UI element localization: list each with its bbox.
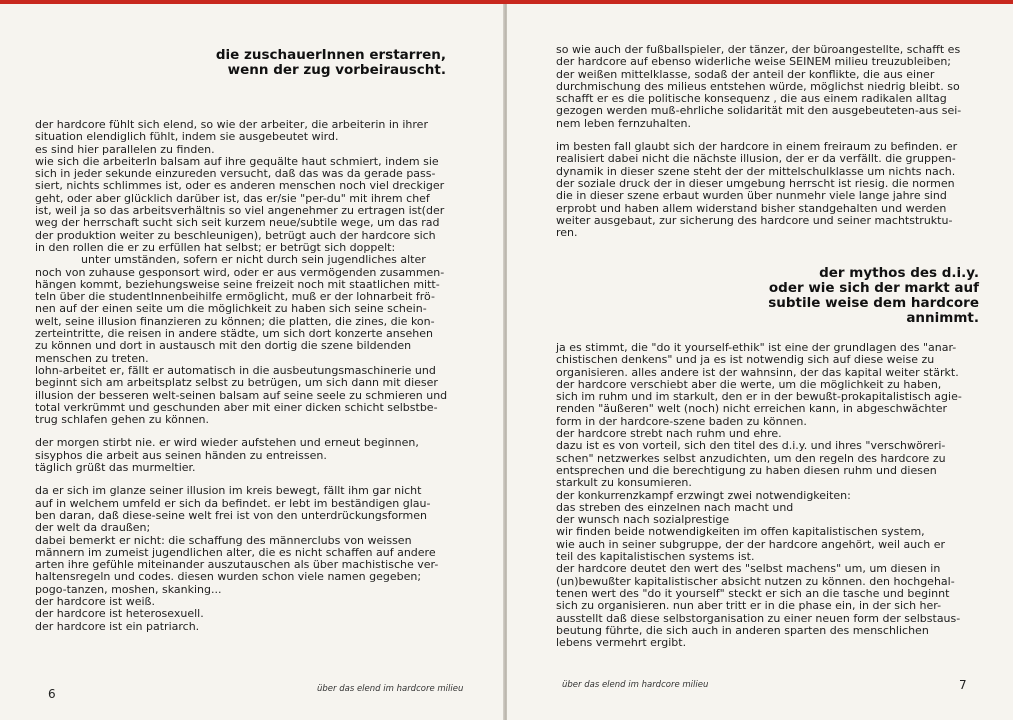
text-line: wie sich die arbeiterIn balsam auf ihre gequälte haut schmiert, indem sie (35, 154, 439, 168)
text-line: lohn-arbeitet er, fällt er automatisch in die ausbeutungsmaschinerie und (35, 363, 436, 377)
text-line: tenen wert des "do it yourself" steckt er sich an die tasche und beginnt (556, 586, 950, 600)
text-line: ja es stimmt, die "do it yourself-ethik" ist eine der grundlagen des "anar- (556, 341, 957, 354)
paragraph (556, 44, 1001, 130)
text-line: welt, seine illusion finanzieren zu können; die platten, die zines, die kon- (35, 314, 435, 328)
text-line: durchmischung des milieus entstehen würde, möglichst niedrig bleibt. so (556, 79, 960, 93)
text-line: wir finden beide notwendigkeiten im offen kapitalistischen system, (556, 525, 925, 539)
text-line: pogo-tanzen, moshen, skanking... (35, 582, 222, 596)
text-line: der wunsch nach sozialprestige (556, 513, 730, 527)
text-line: siert, nichts schlimmes ist, oder es anderen menschen noch viel dreckiger (35, 179, 445, 193)
text-line: das streben des einzelnen nach macht und (556, 500, 794, 514)
text-line: der hardcore ist weiß. (35, 594, 155, 608)
paragraph (35, 485, 485, 633)
text-line: situation elendiglich fühlt, indem sie ausgebeutet wird. (35, 130, 339, 144)
heading-line: oder wie sich der markt auf (768, 280, 979, 296)
text-line: teil des kapitalistischen systems ist. (556, 550, 755, 564)
text-line: der konkurrenzkampf erzwingt zwei notwendigkeiten: (556, 488, 851, 502)
text-line: weiter ausgebaut, zur sicherung des hardcore und seiner machtstruktu- (556, 213, 953, 227)
text-line: dynamik in dieser szene steht der der mittelschulklasse um nichts nach. (556, 164, 956, 178)
text-line: männern im zumeist jugendlichen alter, die es nicht schaffen auf andere (35, 545, 436, 559)
text-line: der morgen stirbt nie. er wird wieder aufstehen und erneut beginnen, (35, 436, 419, 450)
text-line: sich zu organisieren. nun aber tritt er in die phase ein, in der sich her- (556, 599, 942, 613)
text-line: hängen kommt, beziehungsweise seine freizeit noch mit staatlichen mitt- (35, 277, 440, 291)
text-line: nen auf der einen seite um die möglichkeit zu haben sich seine schein- (35, 302, 427, 316)
text-line: im besten fall glaubt sich der hardcore in einem freiraum zu befinden. er (556, 140, 958, 154)
right-body-top-text (556, 44, 1001, 250)
text-line: der hardcore ist ein patriarch. (35, 619, 200, 633)
heading-line: annimmt. (906, 310, 979, 326)
text-line: wie auch in seiner subgruppe, der der hardcore angehört, weil auch er (556, 537, 946, 551)
text-line: weg der herrschaft sucht sich seit kurzem neue/subtile wege, um das rad (35, 216, 440, 230)
page-number: 7 (959, 678, 967, 692)
text-line: teln über die studentInnenbeihilfe ermöglicht, muß er der lohnarbeit frö- (35, 290, 435, 304)
text-line: ist, weil ja so das arbeitsverhältnis so viel angenehmer zu ertragen ist(der (35, 204, 445, 218)
text-line: in den rollen die er zu erfüllen hat selbst; er betrügt sich doppelt: (35, 240, 396, 254)
text-line: unter umständen, sofern er nicht durch sein jugendliches alter (81, 253, 426, 267)
heading-line: die zuschauerInnen erstarren, (215, 47, 446, 63)
text-line: total verkrümmt und geschunden aber mit einer dicken schicht selbstbe- (35, 400, 438, 414)
paragraph (556, 342, 1001, 649)
text-line: schafft er es die politische konsequenz , die aus einem radikalen alltag (556, 92, 947, 106)
footer-title: über das elend im hardcore milieu (562, 680, 709, 690)
text-line: der produktion weiter zu beschleunigen), betrügt auch der hardcore sich (35, 228, 436, 242)
text-line: haltensregeln und codes. diesen wurden schon viele namen gegeben; (35, 570, 422, 584)
text-line: realisiert dabei nicht die nächste illusion, der er da verfällt. die gruppen- (556, 152, 956, 166)
text-line: der hardcore verschiebt aber die werte, um die möglichkeit zu haben, (556, 377, 942, 391)
text-line: ben daran, daß diese-seine welt frei ist von den unterdrückungsformen (35, 508, 427, 522)
text-line: erprobt und haben allem widerstand bisher standgehalten und werden (556, 201, 947, 215)
right-heading (717, 266, 979, 326)
text-line: dazu ist es von vorteil, sich den titel des d.i.y. und ihres "verschwöreri- (556, 439, 946, 453)
text-line: sich im ruhm und im starkult, den er in der bewußt-prokapitalistisch agie- (556, 390, 962, 404)
text-line: noch von zuhause gesponsort wird, oder er aus vermögenden zusammen- (35, 265, 445, 279)
text-line: lebens vermehrt ergibt. (556, 636, 687, 650)
text-line: beginnt sich am arbeitsplatz selbst zu betrügen, um sich dann mit dieser (35, 376, 438, 390)
text-line: sisyphos die arbeit aus seinen händen zu entreissen. (35, 448, 327, 462)
text-line: nem leben fernzuhalten. (556, 116, 691, 130)
left-heading (180, 48, 446, 78)
text-line: entsprechen und die berechtigung zu haben diesen ruhm und diesen (556, 463, 937, 477)
text-line: starkult zu konsumieren. (556, 476, 692, 490)
text-line: die in dieser szene erbaut wurden über nunmehr viele lange jahre sind (556, 189, 947, 203)
right-page (507, 4, 1013, 720)
text-line: dabei bemerkt er nicht: die schaffung des männerclubs von weissen (35, 533, 412, 547)
paragraph (35, 437, 485, 474)
text-line: es sind hier parallelen zu finden. (35, 142, 215, 156)
text-line: der hardcore auf ebenso widerliche weise SEINEM milieu treuzubleiben; (556, 55, 952, 69)
text-line: gezogen werden muß-ehrliche solidarität mit den ausgebeuteten-aus sei- (556, 104, 962, 118)
heading-line: subtile weise dem hardcore (768, 295, 979, 311)
text-line: der hardcore fühlt sich elend, so wie der arbeiter, die arbeiterin in ihrer (35, 118, 428, 131)
text-line: ausstellt daß diese selbstorganisation zu einer neuen form der selbstaus- (556, 611, 961, 625)
page-number: 6 (48, 687, 56, 701)
text-line: sich in jeder sekunde einzureden versucht, daß das was da gerade pass- (35, 167, 436, 181)
text-line: trug schlafen gehen zu können. (35, 413, 210, 427)
footer-title: über das elend im hardcore milieu (317, 684, 464, 694)
text-line: (un)bewußter kapitalistischer absicht nutzen zu können. den hochgehal- (556, 574, 955, 588)
right-body-bottom-text (556, 342, 1001, 660)
text-line: zu können und dort in austausch mit den dortig die szene bildenden (35, 339, 412, 353)
text-line: der hardcore ist heterosexuell. (35, 607, 204, 621)
text-line: geht, oder aber glücklich darüber ist, das er/sie "per-du" mit ihrem chef (35, 191, 430, 205)
text-line: der soziale druck der in dieser umgebung herrscht ist riesig. die normen (556, 176, 955, 190)
text-line: zerteintritte, die reisen in andere städte, um sich dort konzerte ansehen (35, 327, 433, 341)
text-line: beutung führte, die sich auch in anderen sparten des menschlichen (556, 623, 929, 637)
text-line: ren. (556, 226, 578, 240)
left-body-text (35, 119, 485, 644)
text-line: der welt da draußen; (35, 521, 151, 535)
text-line: chistischen denkens" und ja es ist notwendig sich auf diese weise zu (556, 353, 935, 367)
text-line: der weißen mittelklasse, sodaß der anteil der konflikte, die aus einer (556, 67, 935, 81)
text-line: so wie auch der fußballspieler, der tänzer, der büroangestellte, schafft es (556, 43, 961, 56)
text-line: der hardcore strebt nach ruhm und ehre. (556, 427, 782, 441)
text-line: auf in welchem umfeld er sich da befindet. er lebt im beständigen glau- (35, 496, 431, 510)
text-line: menschen zu treten. (35, 351, 149, 365)
text-line: arten ihre gefühle miteinander auszutauschen als über machistische ver- (35, 558, 439, 572)
text-line: da er sich im glanze seiner illusion im kreis bewegt, fällt ihm gar nicht (35, 484, 422, 498)
text-line: schen" netzwerkes selbst anzudichten, um den regeln des hardcore zu (556, 451, 946, 465)
heading-line: der mythos des d.i.y. (819, 265, 979, 281)
text-line: der hardcore deutet den wert des "selbst machens" um, um diesen in (556, 562, 941, 576)
text-line: organisieren. alles andere ist der wahnsinn, der das kapital weiter stärkt. (556, 365, 959, 379)
text-line: renden "äußeren" welt (noch) nicht erreichen kann, in abgeschwächter (556, 402, 947, 416)
left-page (0, 4, 504, 720)
paragraph (556, 141, 1001, 239)
heading-line: wenn der zug vorbeirauscht. (227, 62, 446, 78)
text-line: form in der hardcore-szene baden zu können. (556, 414, 807, 428)
text-line: täglich grüßt das murmeltier. (35, 461, 196, 475)
text-line: illusion der besseren welt-seinen balsam auf seine seele zu schmieren und (35, 388, 448, 402)
paragraph (35, 119, 485, 426)
